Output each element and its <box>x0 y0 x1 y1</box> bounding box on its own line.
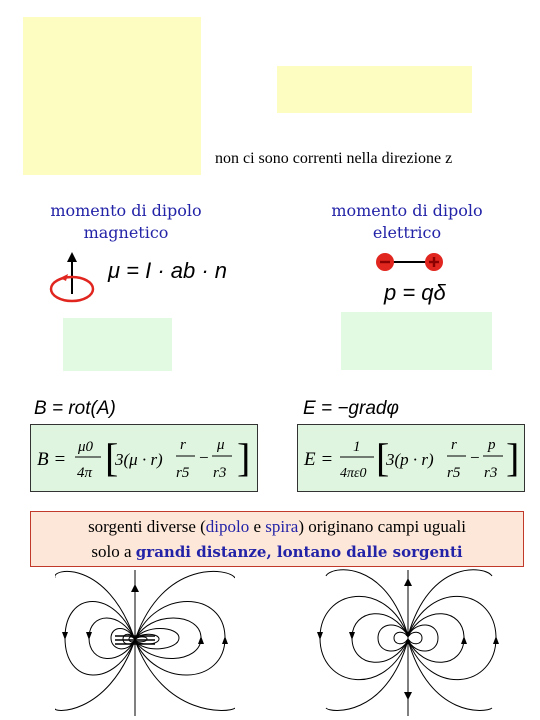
e-inner-product: 3(p · r) <box>386 450 434 469</box>
magnetic-figure-placeholder <box>63 318 172 371</box>
b-field-formula-box <box>30 424 258 492</box>
callout-text-2: ) originano campi uguali <box>298 517 466 536</box>
conclusion-callout <box>30 511 524 567</box>
b-prefactor-den: 4π <box>77 465 93 481</box>
electric-heading-line2: elettrico <box>372 223 442 242</box>
electric-moment-formula: p = qδ <box>384 280 446 305</box>
e-lhs: E = <box>304 449 334 470</box>
e-left-bracket: [ <box>376 435 390 480</box>
electric-heading <box>317 200 497 244</box>
image-placeholder-right <box>277 66 472 113</box>
e-grad-formula: E = −gradφ <box>303 398 399 419</box>
e-frac-r5: r5 <box>447 465 461 481</box>
callout-text-3: solo a <box>91 542 136 561</box>
note-text: non ci sono correnti nella direzione z <box>215 150 453 167</box>
b-minus: − <box>199 448 209 467</box>
callout-text-1: sorgenti diverse ( <box>88 517 206 536</box>
callout-line2 <box>31 539 523 565</box>
e-frac-r3: r3 <box>484 465 498 481</box>
b-inner-product: 3(μ · r) <box>115 450 163 469</box>
callout-text-e: e <box>249 517 266 536</box>
b-frac-r: r <box>180 437 186 453</box>
callout-line1 <box>31 514 523 539</box>
b-lhs: B = <box>37 449 67 470</box>
electric-dipole-icon <box>372 248 452 278</box>
magnetic-heading-line1: momento di dipolo <box>50 201 202 220</box>
e-prefactor-num: 1 <box>353 439 361 455</box>
b-rot-formula: B = rot(A) <box>34 398 116 419</box>
magnetic-moment-formula: μ = I · ab · n <box>108 258 228 283</box>
magnetic-field-lines-diagram <box>55 568 235 718</box>
callout-spira: spira <box>265 517 299 536</box>
b-frac-mu: μ <box>217 437 225 453</box>
b-right-bracket: ] <box>237 435 251 480</box>
e-right-bracket: ] <box>506 435 520 480</box>
callout-emphasis: grandi distanze, lontano dalle sorgenti <box>135 543 463 561</box>
image-placeholder-left <box>23 17 201 175</box>
e-minus: − <box>470 448 480 467</box>
callout-dipolo: dipolo <box>205 517 250 536</box>
electric-heading-line1: momento di dipolo <box>331 201 483 220</box>
e-prefactor-den: 4πε0 <box>340 466 367 481</box>
electric-field-lines-diagram <box>316 568 506 718</box>
e-frac-r: r <box>451 437 457 453</box>
b-frac-r3: r3 <box>213 465 227 481</box>
b-prefactor-num: μ0 <box>78 439 94 455</box>
b-frac-r5: r5 <box>176 465 190 481</box>
b-left-bracket: [ <box>105 435 119 480</box>
e-frac-p: p <box>488 437 496 453</box>
e-field-formula-box <box>297 424 525 492</box>
current-loop-icon <box>42 250 102 305</box>
electric-figure-placeholder <box>341 312 492 370</box>
magnetic-heading-line2: magnetico <box>83 223 169 242</box>
magnetic-heading <box>36 200 216 244</box>
